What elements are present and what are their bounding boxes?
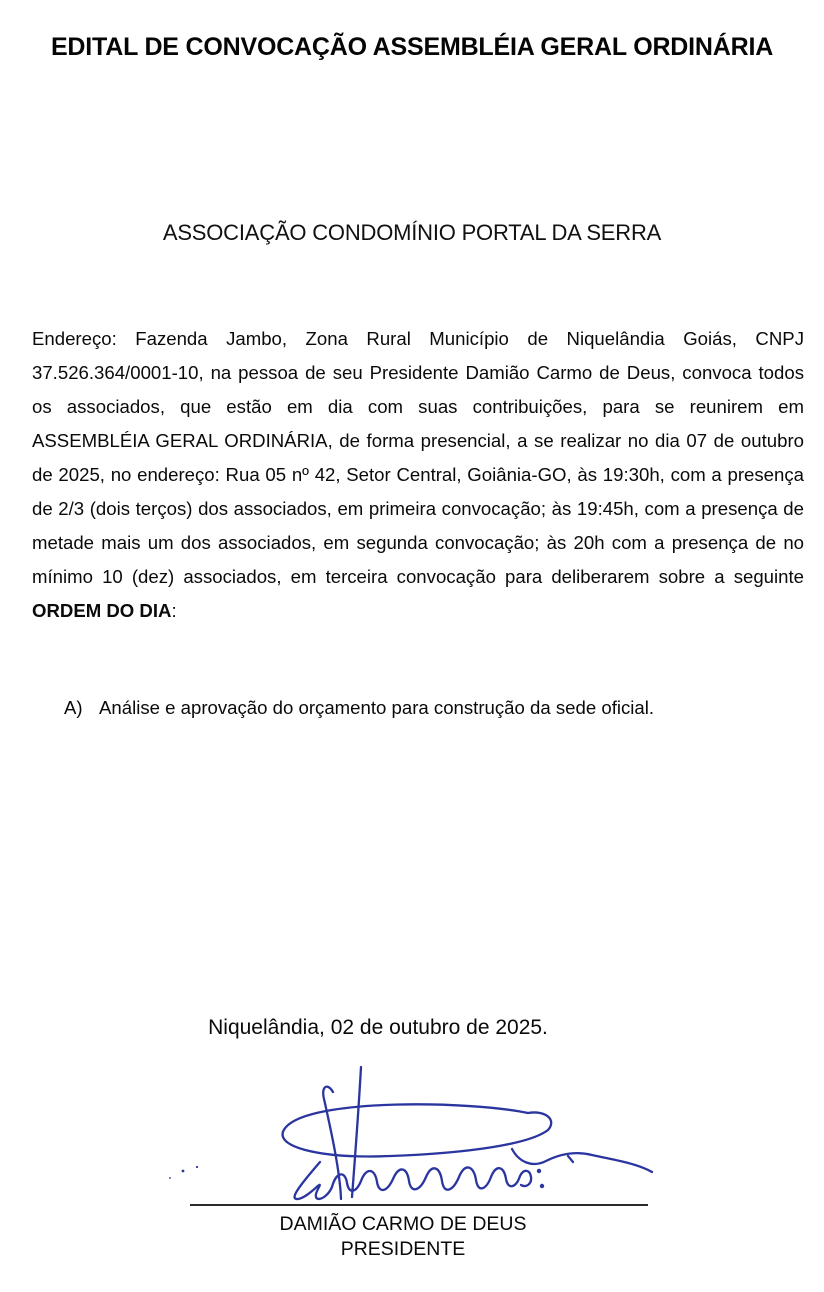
convocation-paragraph	[32, 322, 804, 628]
signature-stroke-vertical-2	[352, 1067, 361, 1197]
signer-role: PRESIDENTE	[340, 1238, 466, 1260]
signer-block	[0, 1212, 806, 1262]
signature-stroke-vertical-1	[323, 1087, 341, 1199]
agenda-item-text: Análise e aprovação do orçamento para construção da sede oficial.	[99, 697, 655, 718]
order-of-day-emphasis: ORDEM DO DIA	[32, 600, 172, 621]
signer-name: DAMIÃO CARMO DE DEUS	[279, 1213, 527, 1235]
signature-dot	[169, 1177, 171, 1179]
document-title: EDITAL DE CONVOCAÇÃO ASSEMBLÉIA GERAL ORDINÁRIA	[50, 33, 774, 61]
signature-stroke-tail	[512, 1149, 652, 1172]
handwritten-signature-ink	[140, 1058, 700, 1210]
signature-stroke-script	[332, 1167, 531, 1190]
signature-line	[190, 1204, 648, 1206]
signature-stroke-flourish	[295, 1162, 332, 1199]
agenda-item-a	[64, 696, 804, 720]
signature-dot	[540, 1184, 544, 1188]
paragraph-text: Endereço: Fazenda Jambo, Zona Rural Município de Niquelândia Goiás, CNPJ 37.526.364/0001-10, na pessoa de seu Presidente Damião Carmo de Deus, convoca todos os associados, que estão em dia com suas contribuições, para se reunirem em ASSEMBLÉIA GERAL ORDINÁRIA, de forma presencial, a se realizar no dia 07 de outubro de 2025, no endereço: Rua 05 nº 42, Setor Central, Goiânia-GO, às 19:30h, com a presença de 2/3 (dois terços) dos associados, em primeira convocação; às 19:45h, com a presença de metade mais um dos associados, em segunda convocação; às 20h com a presença de no mínimo 10 (dez) associados, em terceira convocação para deliberarem sobre a seguinte	[32, 328, 804, 587]
signature-dot	[537, 1169, 541, 1173]
date-line: Niquelândia, 02 de outubro de 2025.	[208, 1016, 548, 1039]
agenda-item-marker: A)	[64, 697, 83, 718]
paragraph-colon: :	[171, 600, 177, 621]
signature-stroke-tick	[568, 1156, 573, 1162]
signature-dot	[196, 1166, 198, 1168]
signature-stroke-loop	[283, 1104, 552, 1156]
signature-dot	[182, 1170, 185, 1173]
association-name: ASSOCIAÇÃO CONDOMÍNIO PORTAL DA SERRA	[162, 220, 662, 245]
